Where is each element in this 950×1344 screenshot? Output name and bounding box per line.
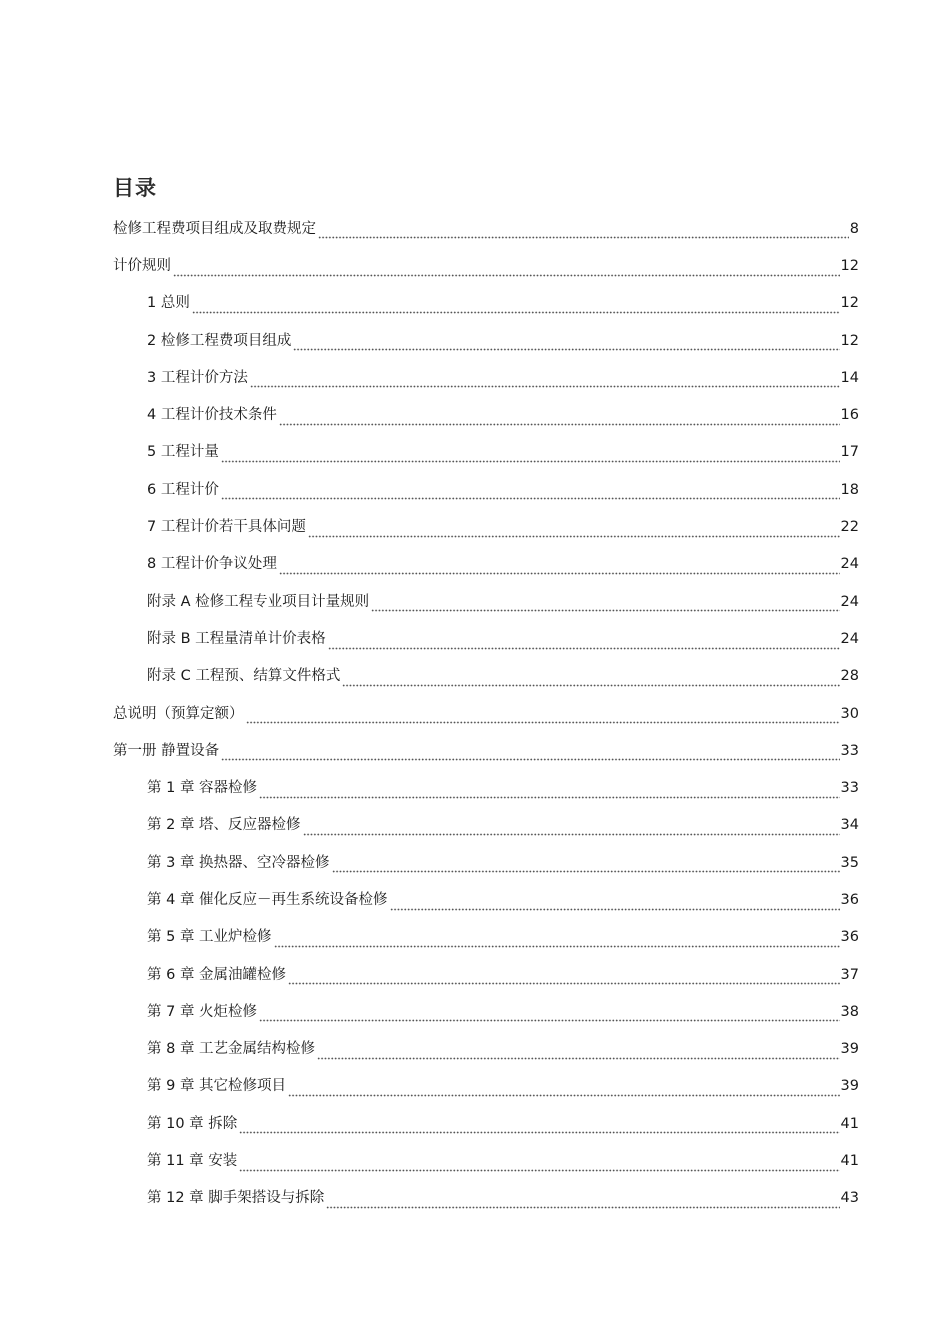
- toc-entry-label: 4 工程计价技术条件: [147, 407, 277, 424]
- toc-entry-page-number: 12: [840, 332, 859, 349]
- toc-entry-label: 第 6 章 金属油罐检修: [147, 966, 287, 983]
- toc-dot-leader: [192, 300, 840, 314]
- toc-entry-label: 第 5 章 工业炉检修: [147, 929, 272, 946]
- toc-dot-leader: [250, 375, 840, 389]
- toc-entry-page-number: 16: [840, 407, 859, 424]
- toc-entry-label: 第 8 章 工艺金属结构检修: [147, 1041, 316, 1058]
- toc-dot-leader: [279, 561, 840, 575]
- toc-dot-leader: [371, 599, 839, 613]
- toc-entry-label: 附录 C 工程预、结算文件格式: [147, 668, 341, 685]
- toc-entry-page-number: 18: [840, 481, 859, 498]
- toc-entry-27[interactable]: [0, 1180, 950, 1217]
- toc-entry-label: 计价规则: [113, 257, 171, 274]
- toc-entry-label: 第 12 章 脚手架搭设与拆除: [147, 1190, 325, 1207]
- toc-entry-page-number: 33: [840, 780, 859, 797]
- toc-dot-leader: [288, 972, 839, 986]
- toc-entry-24[interactable]: [0, 1068, 950, 1105]
- toc-entry-label: 第 11 章 安装: [147, 1153, 238, 1170]
- toc-entry-23[interactable]: [0, 1031, 950, 1068]
- toc-entry-label: 第 3 章 换热器、空冷器检修: [147, 854, 330, 871]
- toc-entry-9[interactable]: [0, 508, 950, 545]
- toc-dot-leader: [259, 785, 839, 799]
- toc-entry-12[interactable]: [0, 620, 950, 657]
- toc-list: [0, 210, 950, 1217]
- toc-entry-10[interactable]: [0, 546, 950, 583]
- toc-entry-page-number: 22: [840, 519, 859, 536]
- toc-entry-label: 附录 B 工程量清单计价表格: [147, 630, 326, 647]
- toc-entry-label: 检修工程费项目组成及取费规定: [113, 220, 316, 237]
- toc-entry-label: 第 7 章 火炬检修: [147, 1003, 258, 1020]
- toc-entry-20[interactable]: [0, 919, 950, 956]
- toc-title: 目录: [113, 176, 157, 200]
- toc-entry-11[interactable]: [0, 583, 950, 620]
- toc-entry-page-number: 43: [840, 1190, 859, 1207]
- toc-entry-label: 7 工程计价若干具体问题: [147, 519, 306, 536]
- toc-dot-leader: [274, 934, 840, 948]
- toc-dot-leader: [317, 1046, 839, 1060]
- toc-entry-page-number: 39: [840, 1041, 859, 1058]
- toc-entry-label: 8 工程计价争议处理: [147, 556, 277, 573]
- toc-entry-page-number: 12: [840, 295, 859, 312]
- toc-entry-6[interactable]: [0, 396, 950, 433]
- toc-dot-leader: [303, 822, 840, 836]
- toc-entry-page-number: 28: [840, 668, 859, 685]
- toc-dot-leader: [318, 226, 849, 240]
- toc-entry-16[interactable]: [0, 769, 950, 806]
- toc-entry-14[interactable]: [0, 695, 950, 732]
- toc-entry-1[interactable]: [0, 210, 950, 247]
- toc-entry-17[interactable]: [0, 807, 950, 844]
- toc-entry-label: 第一册 静置设备: [113, 742, 220, 759]
- toc-entry-25[interactable]: [0, 1105, 950, 1142]
- toc-dot-leader: [288, 1083, 839, 1097]
- toc-entry-page-number: 41: [840, 1115, 859, 1132]
- toc-entry-page-number: 41: [840, 1153, 859, 1170]
- toc-entry-page-number: 24: [840, 630, 859, 647]
- toc-entry-page-number: 12: [840, 257, 859, 274]
- toc-entry-4[interactable]: [0, 322, 950, 359]
- toc-dot-leader: [173, 263, 840, 277]
- toc-entry-7[interactable]: [0, 434, 950, 471]
- toc-dot-leader: [308, 524, 840, 538]
- toc-entry-2[interactable]: [0, 247, 950, 284]
- toc-dot-leader: [279, 412, 840, 426]
- toc-dot-leader: [342, 673, 839, 687]
- toc-entry-label: 第 10 章 拆除: [147, 1115, 238, 1132]
- toc-entry-page-number: 17: [840, 444, 859, 461]
- toc-entry-page-number: 39: [840, 1078, 859, 1095]
- toc-dot-leader: [221, 748, 839, 762]
- toc-entry-page-number: 24: [840, 593, 859, 610]
- toc-entry-22[interactable]: [0, 993, 950, 1030]
- toc-entry-18[interactable]: [0, 844, 950, 881]
- toc-entry-3[interactable]: [0, 285, 950, 322]
- toc-dot-leader: [259, 1009, 839, 1023]
- toc-entry-page-number: 14: [840, 369, 859, 386]
- toc-entry-label: 1 总则: [147, 295, 190, 312]
- toc-entry-8[interactable]: [0, 471, 950, 508]
- toc-entry-21[interactable]: [0, 956, 950, 993]
- toc-entry-page-number: 33: [840, 742, 859, 759]
- toc-entry-label: 第 2 章 塔、反应器检修: [147, 817, 301, 834]
- toc-entry-page-number: 36: [840, 891, 859, 908]
- toc-entry-page-number: 36: [840, 929, 859, 946]
- toc-entry-15[interactable]: [0, 732, 950, 769]
- toc-dot-leader: [332, 860, 840, 874]
- toc-entry-13[interactable]: [0, 658, 950, 695]
- toc-entry-26[interactable]: [0, 1142, 950, 1179]
- toc-entry-page-number: 38: [840, 1003, 859, 1020]
- toc-entry-label: 附录 A 检修工程专业项目计量规则: [147, 593, 370, 610]
- toc-entry-page-number: 30: [840, 705, 859, 722]
- toc-entry-label: 2 检修工程费项目组成: [147, 332, 292, 349]
- toc-dot-leader: [326, 1195, 839, 1209]
- toc-dot-leader: [328, 636, 840, 650]
- toc-dot-leader: [390, 897, 840, 911]
- toc-entry-page-number: 34: [840, 817, 859, 834]
- toc-entry-page-number: 35: [840, 854, 859, 871]
- toc-entry-label: 第 1 章 容器检修: [147, 780, 258, 797]
- toc-entry-page-number: 24: [840, 556, 859, 573]
- toc-dot-leader: [239, 1121, 839, 1135]
- toc-dot-leader: [246, 711, 840, 725]
- toc-dot-leader: [221, 487, 840, 501]
- toc-dot-leader: [293, 338, 839, 352]
- toc-entry-label: 5 工程计量: [147, 444, 219, 461]
- toc-dot-leader: [221, 449, 840, 463]
- toc-entry-page-number: 37: [840, 966, 859, 983]
- toc-entry-label: 第 9 章 其它检修项目: [147, 1078, 287, 1095]
- toc-dot-leader: [239, 1158, 839, 1172]
- toc-entry-19[interactable]: [0, 881, 950, 918]
- toc-entry-label: 3 工程计价方法: [147, 369, 248, 386]
- toc-entry-label: 第 4 章 催化反应－再生系统设备检修: [147, 891, 388, 908]
- toc-entry-label: 6 工程计价: [147, 481, 219, 498]
- toc-entry-page-number: 8: [849, 220, 859, 237]
- toc-entry-5[interactable]: [0, 359, 950, 396]
- toc-entry-label: 总说明（预算定额）: [113, 705, 244, 722]
